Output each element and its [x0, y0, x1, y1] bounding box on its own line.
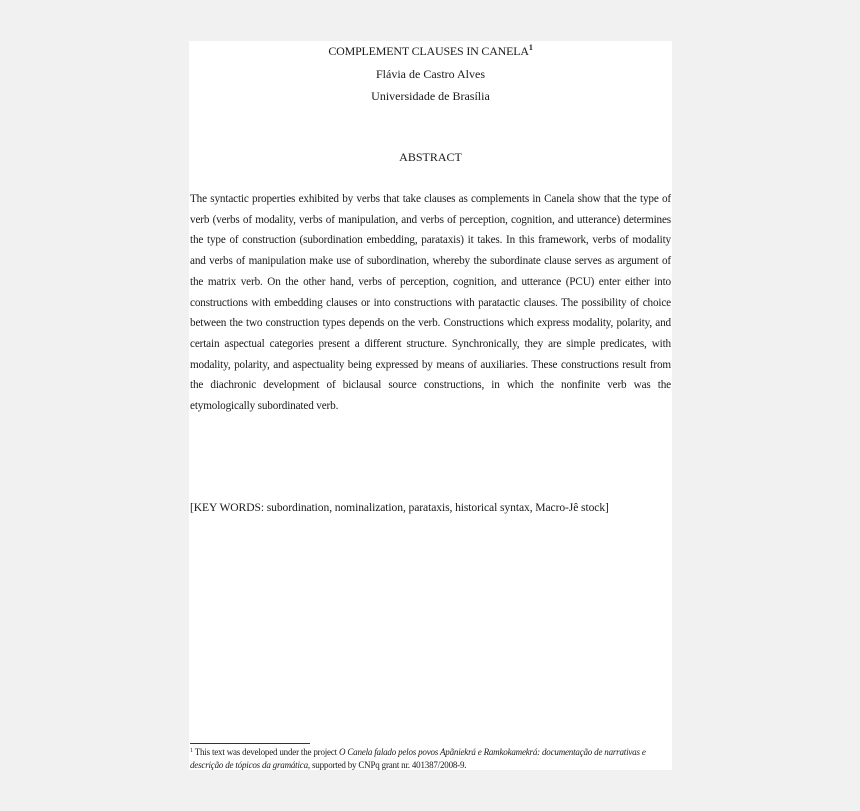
keywords-line: [KEY WORDS: subordination, nominalization, parataxis, historical syntax, Macro-Jê stock]	[190, 501, 609, 514]
abstract-paragraph: The syntactic properties exhibited by verbs that take clauses as complements in Canela show that the type of verb (verbs of modality, verbs of manipulation, and verbs of perception, cognition, and utterance) determines the type of construction (subordination embedding, parataxis) it takes. In this framework, verbs of modality and verbs of manipulation make use of subordination, whereby the subordinate clause serves as argument of the matrix verb. On the other hand, verbs of perception, cognition, and utterance (PCU) enter either into constructions with embedding clauses or into constructions with paratactic clauses. The possibility of choice between the two construction types depends on the verb. Constructions which express modality, polarity, and certain aspectual categories present a different structure. Synchronically, they are simple predicates, with modality, polarity, and aspectuality being expressed by means of auxiliaries. These constructions result from the diachronic development of biclausal source constructions, in which the nonfinite verb was the etymologically subordinated verb.	[190, 193, 671, 413]
footnote-text-before: This text was developed under the project	[192, 747, 340, 757]
author-name: Flávia de Castro Alves	[376, 67, 485, 81]
footnote-project-title: O Canela falado pelos povos Apãniekrá e Ramkokamekrá: documentação de narrativas e descrição de tópicos da gramática,	[190, 747, 646, 770]
title-footnote-marker: 1	[528, 43, 533, 52]
footnote-text-after: supported by CNPq grant nr. 401387/2008-9.	[309, 759, 467, 770]
footnote-divider	[190, 743, 310, 744]
footnote-marker: 1	[190, 748, 193, 754]
footnote	[190, 746, 670, 771]
author-affiliation: Universidade de Brasília	[371, 89, 490, 103]
paper-title-text: COMPLEMENT CLAUSES IN CANELA	[328, 44, 529, 58]
document-page	[189, 41, 672, 770]
paper-title	[189, 44, 672, 58]
abstract-heading: ABSTRACT	[399, 150, 462, 164]
